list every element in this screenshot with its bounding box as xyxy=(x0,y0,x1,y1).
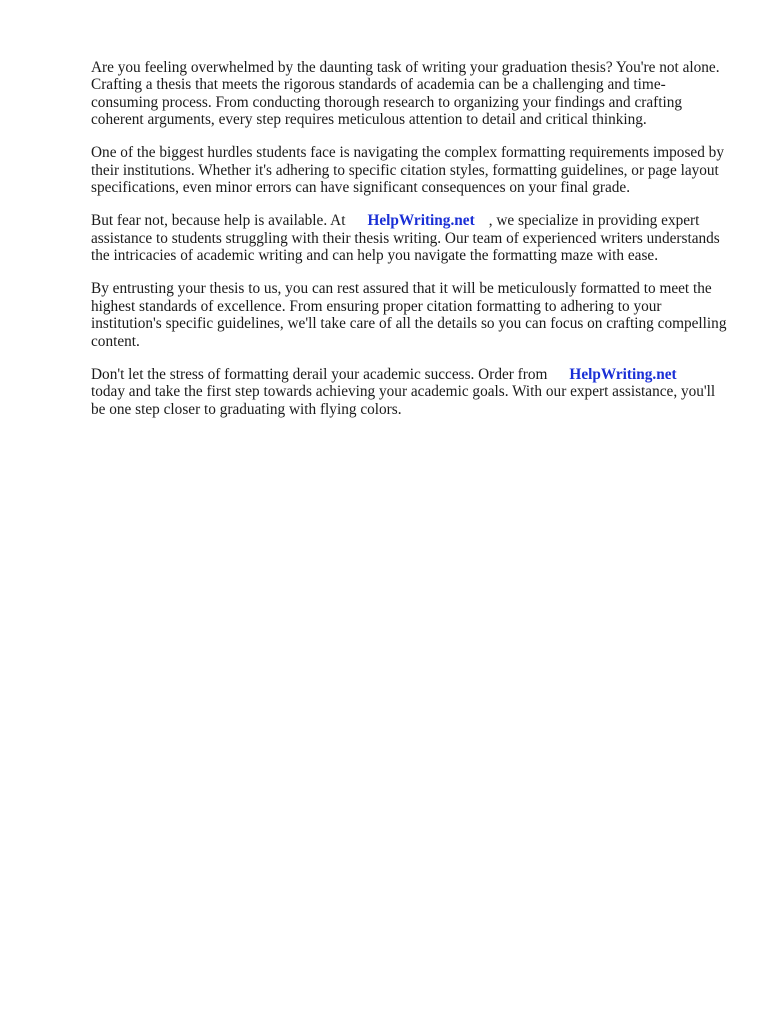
paragraph-closing xyxy=(91,366,731,418)
paragraph-intro: Are you feeling overwhelmed by the daunting task of writing your graduation thesis? You're not alone. Crafting a thesis that meets the rigorous standards of academia can be a challenging and time-consuming process. From conducting thorough research to organizing your findings and crafting coherent arguments, every step requires meticulous attention to detail and critical thinking. xyxy=(91,59,720,129)
paragraph-help-available xyxy=(91,212,731,264)
helpwriting-order-link[interactable]: HelpWriting.net xyxy=(569,365,677,383)
paragraph-entrusting: By entrusting your thesis to us, you can rest assured that it will be meticulously formatted to meet the highest standards of excellence. From ensuring proper citation formatting to adhering to your institution's specific guidelines, we'll take care of all the details so you can focus on crafting compelling content. xyxy=(91,280,727,350)
paragraph-formatting-hurdles: One of the biggest hurdles students face is navigating the complex formatting requirements imposed by their institutions. Whether it's adhering to specific citation styles, formatting guidelines, or page layout specifications, even minor errors can have significant consequences on your final grade. xyxy=(91,144,724,197)
paragraph-help-text-after: , we specialize in providing expert assistance to students struggling with their thesis writing. Our team of experienced writers understands the intricacies of academic writing and can help you navigate the formatting maze with ease. xyxy=(91,212,720,265)
paragraph-help-text-before: But fear not, because help is available. At xyxy=(91,212,346,230)
document-page xyxy=(91,59,731,434)
paragraph-closing-text-before: Don't let the stress of formatting derail your academic success. Order from xyxy=(91,365,548,383)
paragraph-closing-text-after: today and take the first step towards achieving your academic goals. With our expert assistance, you'll be one step closer to graduating with flying colors. xyxy=(91,383,716,418)
helpwriting-link[interactable]: HelpWriting.net xyxy=(367,212,475,230)
